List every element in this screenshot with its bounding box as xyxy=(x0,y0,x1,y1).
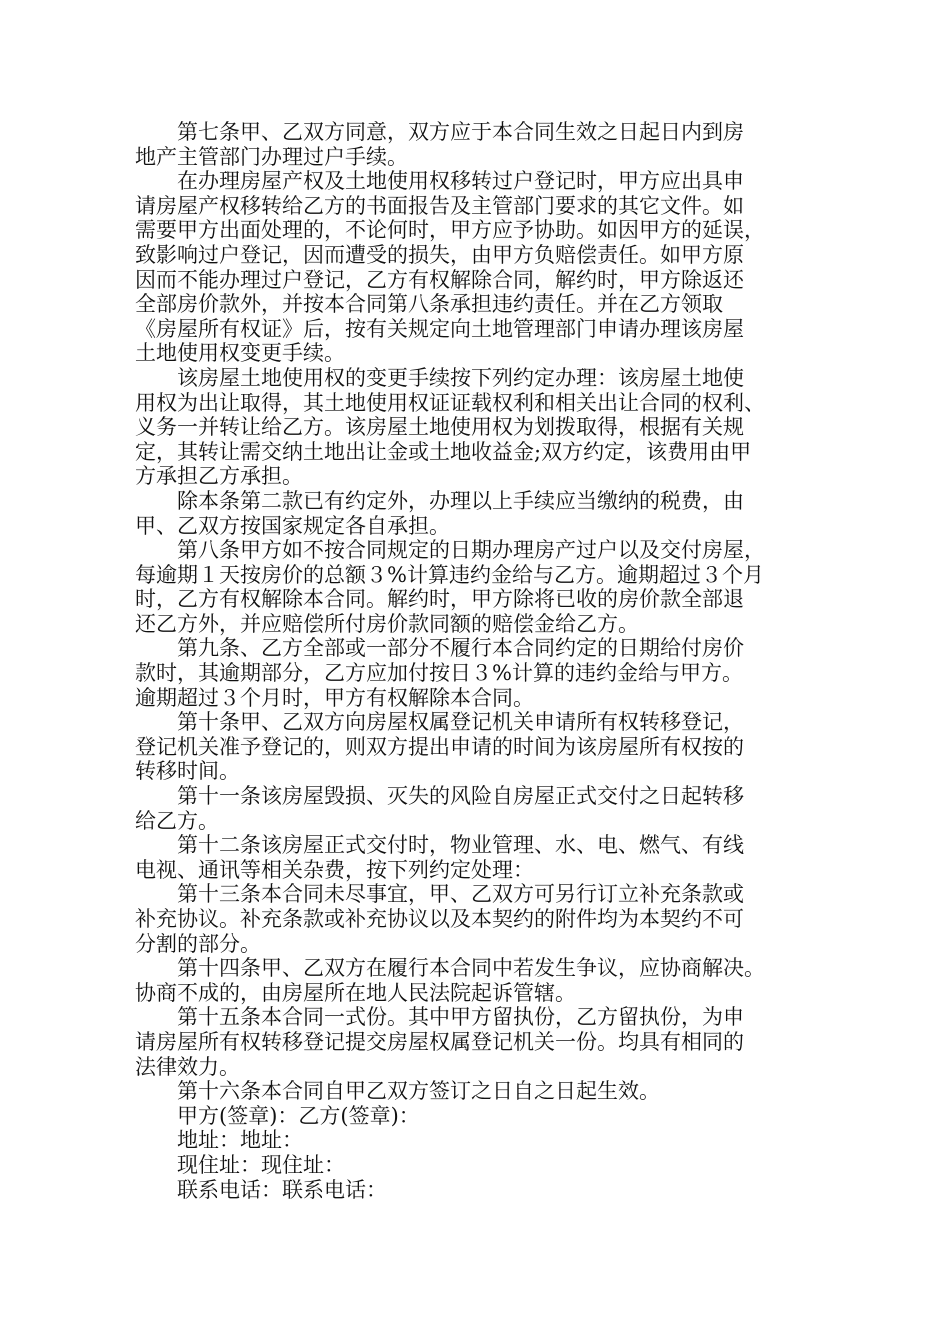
clause-8-paragraph xyxy=(135,538,827,636)
text-line: 义务一并转让给乙方。该房屋土地使用权为划拨取得，根据有关规 xyxy=(135,415,744,440)
clause-15-paragraph xyxy=(135,1005,827,1079)
signature-line: 甲方(签章)：乙方(签章)： xyxy=(177,1103,420,1128)
clause-12-paragraph xyxy=(135,833,827,882)
text-line: 第十一条该房屋毁损、灭失的风险自房屋正式交付之日起转移 xyxy=(177,784,744,809)
text-line: 在办理房屋产权及土地使用权移转过户登记时，甲方应出具申 xyxy=(177,169,744,194)
clause-11-paragraph xyxy=(135,784,827,833)
text-line: 甲、乙双方按国家规定各自承担。 xyxy=(135,513,450,538)
text-line: 全部房价款外，并按本合同第八条承担违约责任。并在乙方领取 xyxy=(135,292,723,317)
current-address-line: 现住址：现住址： xyxy=(177,1152,345,1177)
text-line: 第七条甲、乙双方同意，双方应于本合同生效之日起日内到房 xyxy=(177,120,744,144)
text-line: 分割的部分。 xyxy=(135,931,261,956)
clause-13-paragraph xyxy=(135,882,827,956)
text-line: 电视、通讯等相关杂费，按下列约定处理： xyxy=(135,857,534,882)
text-line: 地产主管部门办理过户手续。 xyxy=(135,144,408,169)
address-line: 地址：地址： xyxy=(177,1128,303,1153)
text-line: 转移时间。 xyxy=(135,759,240,784)
text-line: 需要甲方出面处理的，不论何时，甲方应予协助。如因甲方的延误， xyxy=(135,218,765,243)
land-use-right-paragraph xyxy=(135,366,827,489)
clause-16-line: 第十六条本合同自甲乙双方签订之日自之日起生效。 xyxy=(177,1079,660,1104)
text-line: 每逾期１天按房价的总额３%计算违约金给与乙方。逾期超过３个月 xyxy=(135,562,764,587)
text-line: 第十条甲、乙双方向房屋权属登记机关申请所有权转移登记， xyxy=(177,710,744,735)
text-line: 致影响过户登记，因而遭受的损失，由甲方负赔偿责任。如甲方原 xyxy=(135,242,744,267)
text-line: 方承担乙方承担。 xyxy=(135,464,303,489)
text-line: 还乙方外，并应赔偿所付房价款同额的赔偿金给乙方。 xyxy=(135,611,639,636)
text-line: 该房屋土地使用权的变更手续按下列约定办理：该房屋土地使 xyxy=(177,365,744,390)
text-line: 除本条第二款已有约定外，办理以上手续应当缴纳的税费，由 xyxy=(177,488,744,513)
text-line: 协商不成的，由房屋所在地人民法院起诉管辖。 xyxy=(135,980,576,1005)
clause-7-transfer-paragraph xyxy=(135,169,827,366)
text-line: 第十二条该房屋正式交付时，物业管理、水、电、燃气、有线 xyxy=(177,833,744,858)
text-line: 第十四条甲、乙双方在履行本合同中若发生争议，应协商解决。 xyxy=(177,956,765,981)
text-line: 第十三条本合同未尽事宜，甲、乙双方可另行订立补充条款或 xyxy=(177,882,744,907)
text-line: 请房屋所有权转移登记提交房屋权属登记机关一份。均具有相同的 xyxy=(135,1029,744,1054)
clause-9-paragraph xyxy=(135,636,827,710)
text-line: 给乙方。 xyxy=(135,808,219,833)
clause-14-paragraph xyxy=(135,956,827,1005)
text-line: 登记机关准予登记的，则双方提出申请的时间为该房屋所有权按的 xyxy=(135,734,744,759)
text-line: 土地使用权变更手续。 xyxy=(135,341,345,366)
text-line: 因而不能办理过户登记，乙方有权解除合同，解约时，甲方除返还 xyxy=(135,267,744,292)
text-line: 定，其转让需交纳土地出让金或土地收益金;双方约定，该费用由甲 xyxy=(135,439,752,464)
taxes-paragraph xyxy=(135,489,827,538)
text-line: 请房屋产权移转给乙方的书面报告及主管部门要求的其它文件。如 xyxy=(135,193,744,218)
text-line: 《房屋所有权证》后，按有关规定向土地管理部门申请办理该房屋 xyxy=(135,316,744,341)
text-line: 用权为出让取得，其土地使用权证证载权利和相关出让合同的权利、 xyxy=(135,390,765,415)
text-line: 第九条、乙方全部或一部分不履行本合同约定的日期给付房价 xyxy=(177,636,744,661)
text-line: 时，乙方有权解除本合同。解约时，甲方除将已收的房价款全部退 xyxy=(135,587,744,612)
text-line: 逾期超过３个月时，甲方有权解除本合同。 xyxy=(135,685,534,710)
phone-line: 联系电话：联系电话： xyxy=(177,1177,387,1202)
text-line: 款时，其逾期部分，乙方应加付按日３%计算的违约金给与甲方。 xyxy=(135,661,743,686)
text-line: 第八条甲方如不按合同规定的日期办理房产过户以及交付房屋， xyxy=(177,538,765,563)
text-line: 第十五条本合同一式份。其中甲方留执份，乙方留执份，为申 xyxy=(177,1005,744,1030)
clause-7-paragraph xyxy=(135,120,827,169)
clause-10-paragraph xyxy=(135,710,827,784)
contract-body xyxy=(135,120,827,1202)
text-line: 法律效力。 xyxy=(135,1054,240,1079)
text-line: 补充协议。补充条款或补充协议以及本契约的附件均为本契约不可 xyxy=(135,907,744,931)
